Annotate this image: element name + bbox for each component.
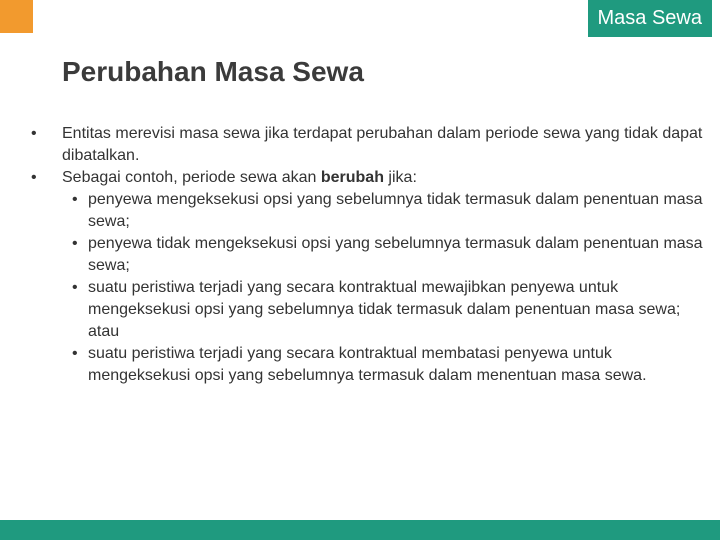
- bullet-icon: •: [31, 125, 37, 142]
- sub-bullet-item: [28, 233, 708, 277]
- bullet-icon: •: [72, 235, 78, 252]
- bullet-item: [28, 167, 708, 189]
- bullet-icon: •: [31, 169, 37, 186]
- bullet-icon: •: [72, 345, 78, 362]
- bullet-text: Entitas merevisi masa sewa jika terdapat perubahan dalam periode sewa yang tidak dapat dibatalkan.: [62, 125, 703, 164]
- bullet-icon: •: [72, 279, 78, 296]
- sub-bullet-text: suatu peristiwa terjadi yang secara kontraktual mewajibkan penyewa untuk mengeksekusi opsi yang sebelumnya tidak termasuk dalam penentuan masa sewa; atau: [88, 279, 681, 340]
- bullet-text-part: Sebagai contoh, periode sewa akan: [62, 169, 321, 186]
- corner-accent-square: [0, 0, 33, 33]
- section-tab: Masa Sewa: [588, 0, 713, 37]
- slide-content: [28, 123, 708, 387]
- bullet-text-bold: berubah: [320, 169, 384, 186]
- slide-title: Perubahan Masa Sewa: [62, 56, 364, 87]
- sub-bullet-text: suatu peristiwa terjadi yang secara kontraktual membatasi penyewa untuk mengeksekusi opsi yang sebelumnya termasuk dalam menentuan masa sewa.: [88, 345, 647, 384]
- sub-bullet-text: penyewa mengeksekusi opsi yang sebelumnya tidak termasuk dalam penentuan masa sewa;: [88, 191, 703, 230]
- sub-bullet-item: [28, 277, 708, 343]
- sub-bullet-item: [28, 343, 708, 387]
- bullet-text-part: jika:: [383, 169, 417, 186]
- bullet-icon: •: [72, 191, 78, 208]
- sub-bullet-text: penyewa tidak mengeksekusi opsi yang sebelumnya termasuk dalam penentuan masa sewa;: [88, 235, 703, 274]
- bullet-text: [62, 167, 708, 189]
- footer-bar: [0, 520, 720, 540]
- bullet-item: [28, 123, 708, 167]
- sub-bullet-item: [28, 189, 708, 233]
